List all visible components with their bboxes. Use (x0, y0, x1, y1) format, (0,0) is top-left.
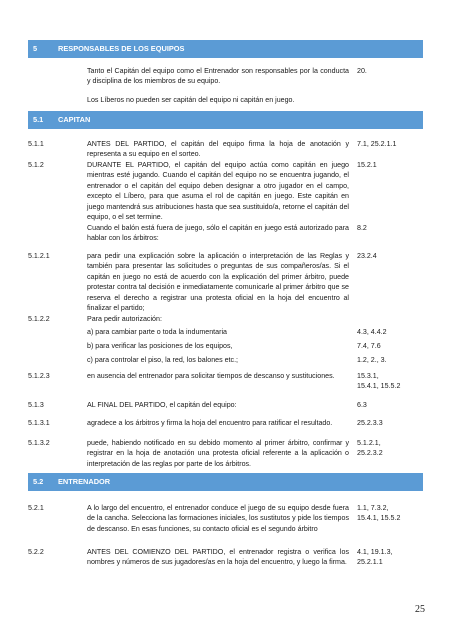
rule-number: 5.1.2.3 (28, 372, 50, 380)
section5-intro-ref: 20. (357, 67, 367, 75)
rule-ref: 23.2.4 (357, 252, 377, 260)
section-title: RESPONSABLES DE LOS EQUIPOS (58, 44, 185, 53)
rule-ref: 4.1, 19.1.3, (357, 548, 393, 556)
rule-ref: 6.3 (357, 401, 367, 409)
rule-ref: 15.3.1, (357, 372, 379, 380)
rule-text: AL FINAL DEL PARTIDO, el capitán del equipo: (87, 401, 237, 409)
rule-number: 5.1.3 (28, 401, 44, 409)
rule-ref: 1.1, 7.3.2, (357, 504, 389, 512)
section-header-5-2 (28, 473, 423, 491)
section-number: 5 (33, 44, 38, 53)
rule-text: A lo largo del encuentro, el entrenador conduce el juego de su equipo desde fuera de la cancha. Selecciona las formaciones iniciales, los sustitutos y pide los tiempos de descanso. En esas funciones, su contacto oficial es el segundo árbitro (87, 504, 349, 533)
rule-text: ANTES DEL PARTIDO, el capitán del equipo firma la hoja de anotación y representa a su equipo en el sorteo. (87, 140, 349, 159)
rule-text: ANTES DEL COMIENZO DEL PARTIDO, el entrenador registra o verifica los nombres y números de sus jugadores/as en la hoja del encuentro, y luego la firma. (87, 548, 349, 567)
section-title: ENTRENADOR (58, 477, 111, 486)
rule-item: c) para controlar el piso, la red, los balones etc.; (87, 356, 239, 364)
section5-libero-note: Los Líberos no pueden ser capitán del equipo ni capitán en juego. (87, 96, 295, 104)
rule-number: 5.1.3.1 (28, 419, 50, 427)
section-header-5 (28, 40, 423, 58)
rule-ref: 7.1, 25.2.1.1 (357, 140, 397, 148)
section5-intro-text: Tanto el Capitán del equipo como el Entrenador son responsables por la conducta y disciplina de los miembros de su equipo. (87, 67, 349, 86)
section-number: 5.1 (33, 115, 44, 124)
rule-number: 5.1.2.1 (28, 252, 50, 260)
rule-ref: 15.4.1, 15.5.2 (357, 514, 401, 522)
rule-ref: 7.4, 7.6 (357, 342, 381, 350)
rule-ref: 15.4.1, 15.5.2 (357, 382, 401, 390)
rule-ref: 4.3, 4.4.2 (357, 328, 387, 336)
rule-text: Para pedir autorización: (87, 315, 162, 323)
rule-item: a) para cambiar parte o toda la indumentaria (87, 328, 227, 336)
rule-ref: 1.2, 2., 3. (357, 356, 387, 364)
rule-number: 5.1.1 (28, 140, 44, 148)
rule-text: para pedir una explicación sobre la aplicación o interpretación de las Reglas y también para presentar las solicitudes o preguntas de sus compañeros/as. Si el capitán en juego no está de acuerdo con la explicación del primer árbitro, puede protestar contra tal decisión e inmediatamente comunicarle al primer árbitro que se reserva el derecho a registrar una protesta oficial en la hoja del encuentro al finalizar el partido; (87, 252, 349, 313)
rule-ref: 25.2.3.3 (357, 419, 383, 427)
rule-number: 5.1.2 (28, 161, 44, 169)
rule-text: en ausencia del entrenador para solicitar tiempos de descanso y sustituciones. (87, 372, 335, 380)
page-number: 25 (415, 604, 425, 615)
rule-text: Cuando el balón está fuera de juego, sólo el capitán en juego está autorizado para hablar con los árbitros: (87, 224, 349, 243)
rule-text: puede, habiendo notificado en su debido momento al primer árbitro, confirmar y registrar en la hoja de anotación una protesta oficial referente a la aplicación o interpretación de las reglas por parte de los árbitros. (87, 439, 349, 468)
rule-ref: 15.2.1 (357, 161, 377, 169)
rule-ref: 25.2.1.1 (357, 558, 383, 566)
rule-ref: 8.2 (357, 224, 367, 232)
rule-number: 5.1.3.2 (28, 439, 50, 447)
rule-number: 5.2.2 (28, 548, 44, 556)
section-title: CAPITAN (58, 115, 91, 124)
section-header-5-1 (28, 111, 423, 129)
rule-text: DURANTE EL PARTIDO, el capitán del equipo actúa como capitán en juego mientras esté jugando. Cuando el capitán del equipo no se encuentra jugando, el entrenador o el capitán del equipo deben designar a otro jugador en el campo, excepto el Líbero, para que asuma el rol de capitán en juego. Este capitán en juego mantendrá sus atribuciones hasta que sea sustituido/a, retorne el capitán del equipo, o el set termine. (87, 161, 349, 222)
rule-item: b) para verificar las posiciones de los equipos, (87, 342, 233, 350)
rule-number: 5.2.1 (28, 504, 44, 512)
section-number: 5.2 (33, 477, 44, 486)
rule-ref: 5.1.2.1, (357, 439, 381, 447)
rule-ref: 25.2.3.2 (357, 449, 383, 457)
rule-text: agradece a los árbitros y firma la hoja del encuentro para ratificar el resultado. (87, 419, 333, 427)
rule-number: 5.1.2.2 (28, 315, 50, 323)
